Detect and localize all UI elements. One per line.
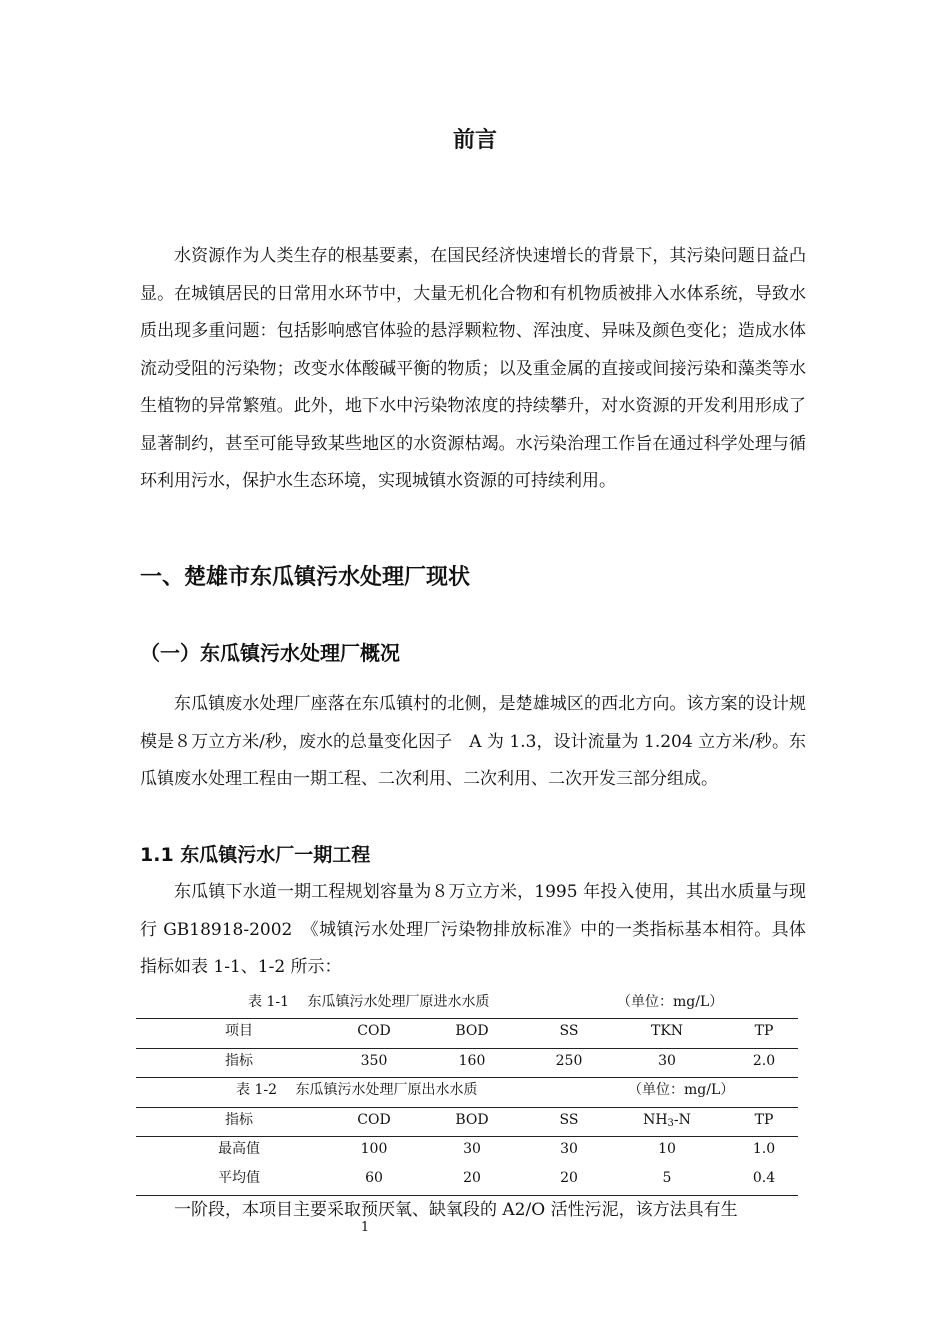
table-cell: 最高值 <box>218 1141 260 1157</box>
table1-caption: 表 1-1 东瓜镇污水处理厂原进水水质 <box>248 994 490 1010</box>
subsubsection-heading: 1.1 东瓜镇污水厂一期工程 <box>140 844 371 866</box>
page-number: 1 <box>360 1220 370 1235</box>
table-cell: 30 <box>560 1141 578 1157</box>
table-header-cell: SS <box>559 1112 579 1128</box>
table-header-cell: BOD <box>455 1112 489 1128</box>
table1-unit: （单位：mg/L） <box>617 994 724 1010</box>
table-cell: 平均值 <box>218 1170 260 1186</box>
table-cell: 2.0 <box>752 1053 776 1069</box>
phase-one-paragraph: 东瓜镇下水道一期工程规划容量为８万立方米，1995 年投入使用，其出水质量与现行 GB18918-2002 《城镇污水处理厂污染物排放标准》中的一类指标基本相符。具体指标如表 1-1、1-2 所示： <box>140 882 806 977</box>
intro-paragraph: 水资源作为人类生存的根基要素，在国民经济快速增长的背景下，其污染问题日益凸显。在城镇居民的日常用水环节中，大量无机化合物和有机物质被排入水体系统，导致水质出现多重问题：包括影响感官体验的悬浮颗粒物、浑浊度、异味及颜色变化；造成水体流动受阻的污染物；改变水体酸碱平衡的物质；以及重金属的直接或间接污染和藻类等水生植物的异常繁殖。此外，地下水中污染物浓度的持续攀升，对水资源的开发利用形成了显著制约，甚至可能导致某些地区的水资源枯竭。水污染治理工作旨在通过科学处理与循环利用污水，保护水生态环境，实现城镇水资源的可持续利用。 <box>140 246 806 491</box>
table-cell: 60 <box>365 1170 383 1186</box>
table2-caption: 表 1-2 东瓜镇污水处理厂原出水水质 <box>236 1082 478 1098</box>
table-header-cell: 项目 <box>225 1023 253 1039</box>
table-row <box>136 1048 798 1074</box>
table-cell: 160 <box>458 1053 486 1069</box>
table-row <box>136 1136 798 1162</box>
table-cell: 1.0 <box>752 1141 776 1157</box>
table-cell: 250 <box>555 1053 583 1069</box>
overview-paragraph: 东瓜镇废水处理厂座落在东瓜镇村的北侧，是楚雄城区的西北方向。该方案的设计规模是８万立方米/秒，废水的总量变化因子 A 为 1.3，设计流量为 1.204 立方米/秒。东瓜镇废水处理工程由一期工程、二次利用、二次利用、二次开发三部分组成。 <box>140 694 806 789</box>
table-header-cell: TKN <box>650 1023 684 1039</box>
table-header-cell: COD <box>357 1023 391 1039</box>
table2-unit: （单位：mg/L） <box>628 1082 735 1098</box>
table1-bottom-rule <box>136 1077 798 1078</box>
table-cell: 20 <box>463 1170 481 1186</box>
table-header-cell: TP <box>754 1112 774 1128</box>
table1-header-row <box>136 1018 798 1044</box>
table-header-cell: BOD <box>455 1023 489 1039</box>
page-title: 前言 <box>452 128 497 153</box>
section-heading: 一、楚雄市东瓜镇污水处理厂现状 <box>140 565 471 590</box>
table-cell: 5 <box>662 1170 672 1186</box>
table2-header-row <box>136 1107 798 1133</box>
table-cell: 350 <box>360 1053 388 1069</box>
table-header-cell: 指标 <box>225 1112 253 1128</box>
table-cell: 30 <box>658 1053 676 1069</box>
table-cell: 指标 <box>225 1053 253 1069</box>
table-row <box>136 1165 798 1191</box>
table-cell: 100 <box>360 1141 388 1157</box>
table-header-cell: $NH_3-N$ <box>643 1112 691 1129</box>
table-header-cell: SS <box>559 1023 579 1039</box>
table-cell: 30 <box>463 1141 481 1157</box>
table-cell: 0.4 <box>752 1170 776 1186</box>
table-cell: 20 <box>560 1170 578 1186</box>
table-cell: 10 <box>658 1141 676 1157</box>
table-header-cell: COD <box>357 1112 391 1128</box>
after-table-paragraph: 一阶段，本项目主要采取预厌氧、缺氧段的 A2/O 活性污泥，该方法具有生 <box>174 1200 738 1220</box>
subsection-heading: （一）东瓜镇污水处理厂概况 <box>140 641 400 665</box>
table-header-cell: TP <box>754 1023 774 1039</box>
